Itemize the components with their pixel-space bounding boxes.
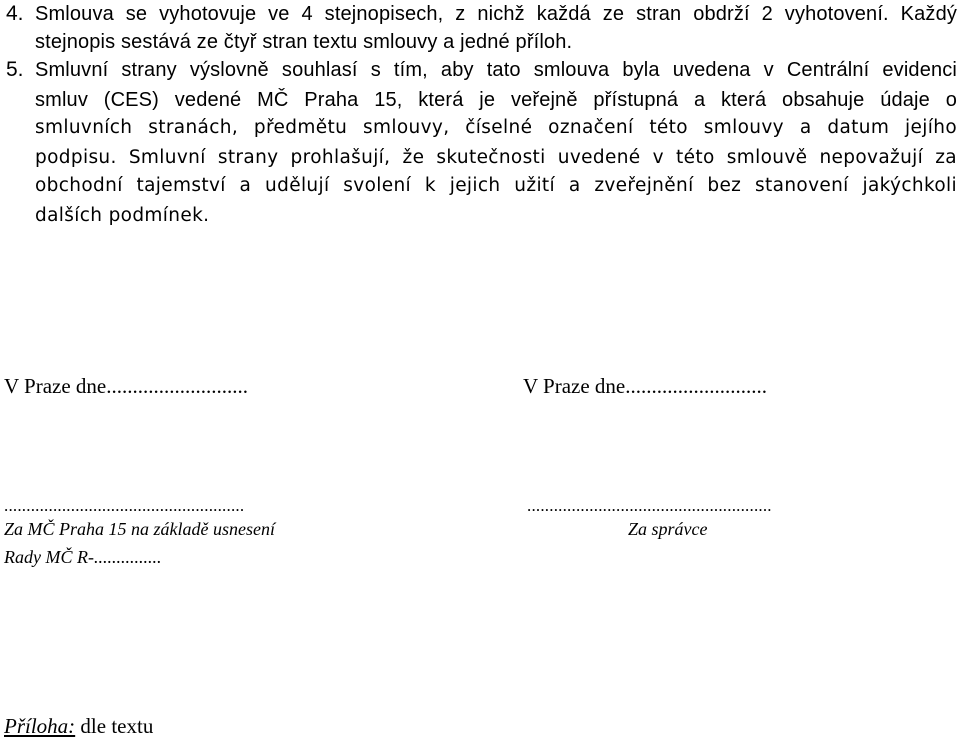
signatory-role-left: Za MČ Praha 15 na základě usnesení [4, 519, 275, 539]
clause-line: obchodní tajemství a udělují svolení k jejich užití a zveřejnění bez stanovení jakýchkoli [35, 175, 957, 196]
clause-line: dalších podmínek. [35, 205, 210, 226]
clause-line: podpisu. Smluvní strany prohlašují, že skutečnosti uvedené v této smlouvě nepovažují za [35, 147, 957, 168]
signature-line-left: ...................................................... [4, 496, 245, 515]
place-date-left: V Praze dne........................... [4, 374, 248, 398]
clause-line: Smlouva se vyhotovuje ve 4 stejnopisech, z nichž každá ze stran obdrží 2 vyhotovení. Každý [35, 3, 957, 25]
annex-text: dle textu [75, 714, 154, 738]
signature-line-right: ....................................................... [527, 496, 772, 515]
clause-number: 4. [6, 2, 24, 25]
clause-line: smluvních stranách, předmětu smlouvy, číselné označení této smlouvy a datum jejího [35, 117, 957, 138]
signatory-role-right: Za správce [628, 519, 708, 539]
place-date-right: V Praze dne........................... [523, 374, 767, 398]
clause-number: 5. [6, 58, 24, 81]
clause-line: stejnopis sestává ze čtyř stran textu smlouvy a jedné příloh. [35, 31, 573, 53]
annex-label: Příloha: [4, 714, 76, 738]
clause-line: smluv (CES) vedené MČ Praha 15, která je veřejně přístupná a která obsahuje údaje o [35, 89, 957, 111]
annex-line [4, 712, 153, 740]
clause-line: Smluvní strany výslovně souhlasí s tím, aby tato smlouva byla uvedena v Centrální evidenci [35, 59, 957, 81]
signatory-role-left-line2: Rady MČ R-............... [4, 547, 162, 567]
